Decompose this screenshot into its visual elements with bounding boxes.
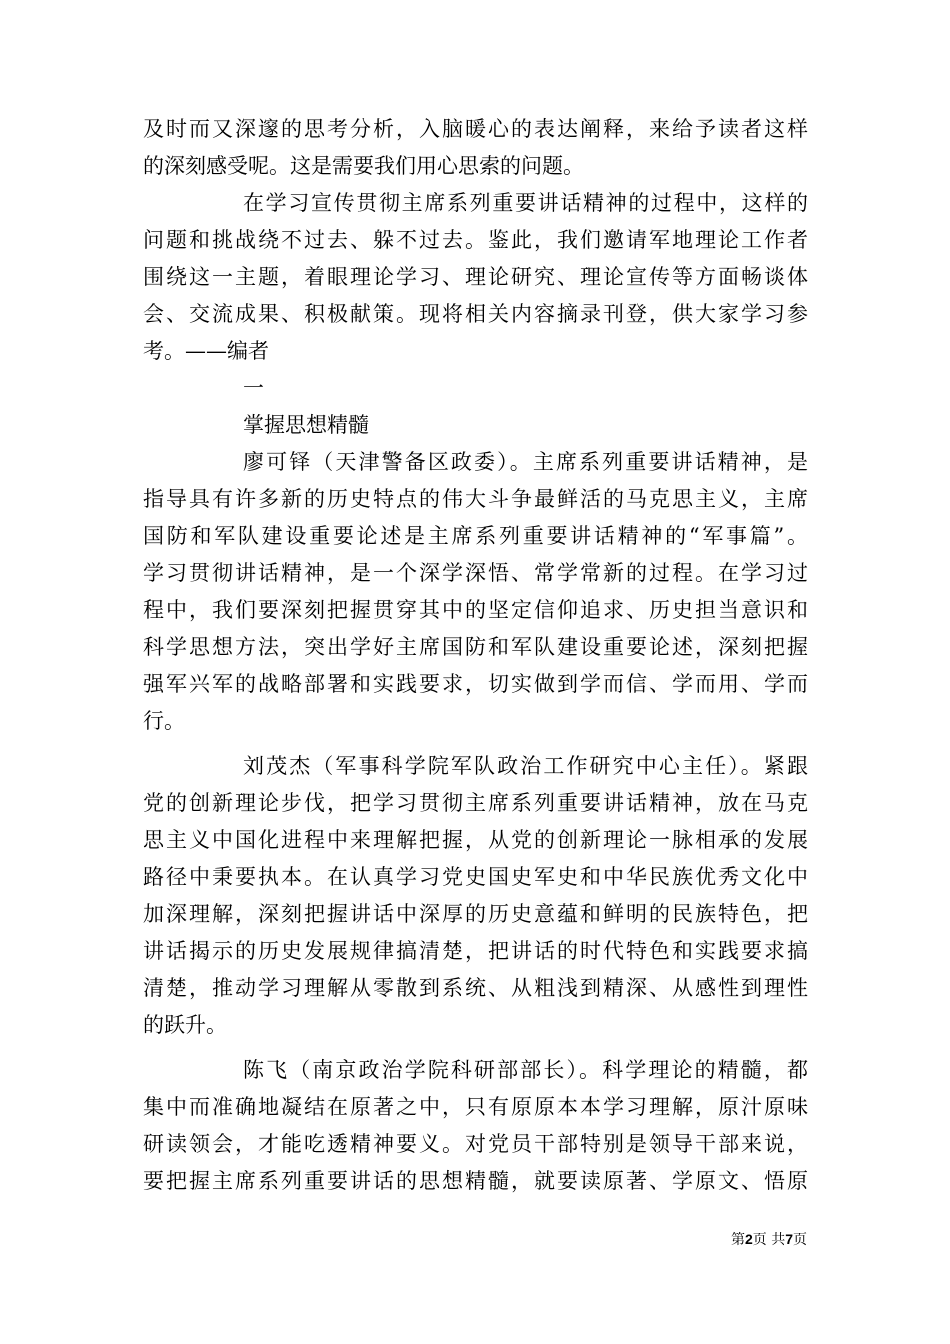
text-line: 路径中秉要执本。在认真学习党史国史军史和中华民族优秀文化中 (143, 865, 808, 889)
paragraph-chen-fei (143, 1052, 808, 1200)
text-line: 的跃升。 (143, 1013, 227, 1037)
text-line: 研读领会，才能吃透精神要义。对党员干部特别是领导干部来说， (143, 1132, 808, 1156)
text-line: 清楚，推动学习理解从零散到系统、从粗浅到精深、从感性到理性 (143, 976, 808, 1000)
paragraph-continuation (143, 111, 808, 185)
paragraph-liao-keduo (143, 444, 808, 740)
text-line: 科学思想方法，突出学好主席国防和军队建设重要论述，深刻把握 (143, 635, 808, 659)
text-line: 围绕这一主题，着眼理论学习、理论研究、理论宣传等方面畅谈体 (143, 265, 808, 289)
text-line: 学习贯彻讲话精神，是一个深学深悟、常学常新的过程。在学习过 (143, 561, 808, 585)
text-line: 强军兴军的战略部署和实践要求，切实做到学而信、学而用、学而 (143, 672, 808, 696)
text-line: 的深刻感受呢。这是需要我们用心思索的问题。 (143, 154, 584, 178)
text-line: 党的创新理论步伐，把学习贯彻主席系列重要讲话精神，放在马克 (143, 791, 808, 815)
page-footer (731, 1230, 807, 1249)
text-line: 及时而又深邃的思考分析，入脑暖心的表达阐释，来给予读者这样 (143, 117, 808, 141)
text-line: 考。——编者 (143, 339, 269, 363)
text-line: 陈飞（南京政治学院科研部部长）。科学理论的精髓，都 (243, 1058, 808, 1082)
text-line: 思主义中国化进程中来理解把握，从党的创新理论一脉相承的发展 (143, 828, 808, 852)
text-line: 指导具有许多新的历史特点的伟大斗争最鲜活的马克思主义，主席 (143, 487, 808, 511)
text-line: 行。 (143, 709, 185, 733)
text-line: 加深理解，深刻把握讲话中深厚的历史意蕴和鲜明的民族特色，把 (143, 902, 808, 926)
text-line: 在学习宣传贯彻主席系列重要讲话精神的过程中，这样的 (243, 191, 808, 215)
section-number-text: 一 (243, 376, 264, 400)
footer-middle: 页 共 (752, 1232, 786, 1248)
text-line: 国防和军队建设重要论述是主席系列重要讲话精神的“军事篇”。 (143, 524, 808, 548)
text-line: 廖可铎（天津警备区政委）。主席系列重要讲话精神，是 (243, 450, 808, 474)
text-line: 会、交流成果、积极献策。现将相关内容摘录刊登，供大家学习参 (143, 302, 808, 326)
footer-prefix: 第 (730, 1232, 745, 1248)
document-body (143, 111, 808, 1200)
section-heading-text: 掌握思想精髓 (243, 413, 369, 437)
paragraph-editor-note (143, 185, 808, 370)
text-line: 程中，我们要深刻把握贯穿其中的坚定信仰追求、历史担当意识和 (143, 598, 808, 622)
footer-suffix: 页 (793, 1232, 807, 1248)
section-heading (143, 407, 808, 444)
footer-total-pages: 7 (785, 1231, 793, 1247)
text-line: 讲话揭示的历史发展规律搞清楚，把讲话的时代特色和实践要求搞 (143, 939, 808, 963)
paragraph-liu-maojie (143, 748, 808, 1044)
text-line: 刘茂杰（军事科学院军队政治工作研究中心主任）。紧跟 (243, 754, 808, 778)
section-number (143, 370, 808, 407)
text-line: 集中而准确地凝结在原著之中，只有原原本本学习理解，原汁原味 (143, 1095, 808, 1119)
text-line: 要把握主席系列重要讲话的思想精髓，就要读原著、学原文、悟原 (143, 1169, 808, 1193)
footer-page-number: 2 (744, 1231, 753, 1247)
text-line: 问题和挑战绕不过去、躲不过去。鉴此，我们邀请军地理论工作者 (143, 228, 808, 252)
